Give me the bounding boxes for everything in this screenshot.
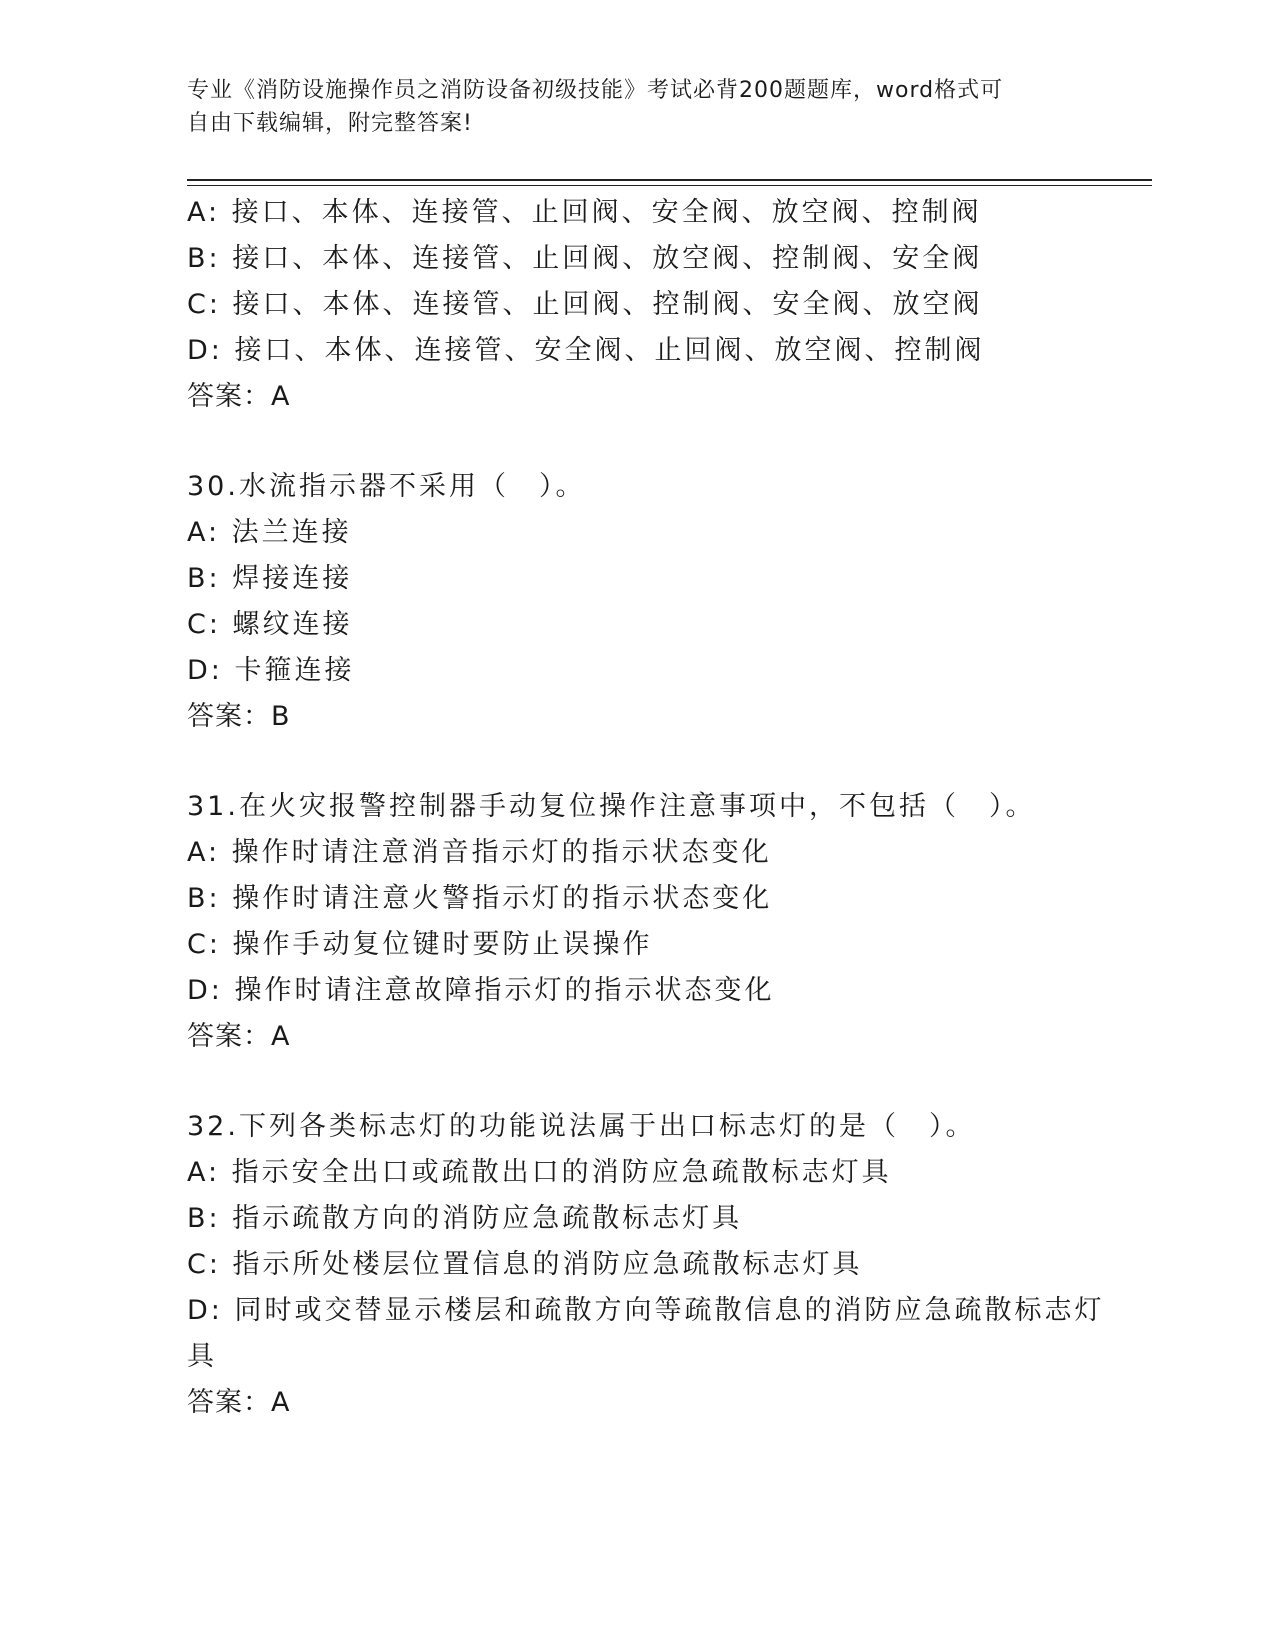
question-block-32 <box>187 1104 1105 1426</box>
option-a: A: 操作时请注意消音指示灯的指示状态变化 <box>187 837 772 868</box>
option-c: C: 螺纹连接 <box>187 609 353 640</box>
header-line-2: 自由下载编辑，附完整答案! <box>187 111 473 136</box>
option-d: D: 接口、本体、连接管、安全阀、止回阀、放空阀、控制阀 <box>187 335 985 366</box>
header-divider-thick <box>187 179 1152 181</box>
question-list <box>187 190 1105 1426</box>
question-block-29 <box>187 190 1087 420</box>
option-b: B: 焊接连接 <box>187 563 353 594</box>
option-c: C: 操作手动复位键时要防止误操作 <box>187 929 653 960</box>
answer-label: 答案：A <box>187 1387 291 1418</box>
option-a: A: 接口、本体、连接管、止回阀、安全阀、放空阀、控制阀 <box>187 197 982 228</box>
option-d-continued: 具 <box>187 1341 217 1372</box>
question-text: 32.下列各类标志灯的功能说法属于出口标志灯的是（ ）。 <box>187 1111 976 1142</box>
option-b: B: 接口、本体、连接管、止回阀、放空阀、控制阀、安全阀 <box>187 243 983 274</box>
question-text: 31.在火灾报警控制器手动复位操作注意事项中，不包括（ ）。 <box>187 791 1036 822</box>
option-d: D: 操作时请注意故障指示灯的指示状态变化 <box>187 975 775 1006</box>
header-line-1: 专业《消防设施操作员之消防设备初级技能》考试必背200题题库，word格式可 <box>187 78 1004 103</box>
question-text: 30.水流指示器不采用（ ）。 <box>187 471 586 502</box>
option-a: A: 法兰连接 <box>187 517 352 548</box>
option-d: D: 卡箍连接 <box>187 655 355 686</box>
option-c: C: 接口、本体、连接管、止回阀、控制阀、安全阀、放空阀 <box>187 289 983 320</box>
question-block-31 <box>187 784 1087 1060</box>
answer-label: 答案：B <box>187 701 291 732</box>
question-block-30 <box>187 464 1087 740</box>
answer-label: 答案：A <box>187 1021 291 1052</box>
option-d: D: 同时或交替显示楼层和疏散方向等疏散信息的消防应急疏散标志灯 <box>187 1295 1105 1326</box>
document-header <box>187 74 1087 140</box>
header-divider-thin <box>187 185 1152 186</box>
option-c: C: 指示所处楼层位置信息的消防应急疏散标志灯具 <box>187 1249 863 1280</box>
option-b: B: 操作时请注意火警指示灯的指示状态变化 <box>187 883 773 914</box>
option-a: A: 指示安全出口或疏散出口的消防应急疏散标志灯具 <box>187 1157 892 1188</box>
answer-label: 答案：A <box>187 381 291 412</box>
option-b: B: 指示疏散方向的消防应急疏散标志灯具 <box>187 1203 743 1234</box>
